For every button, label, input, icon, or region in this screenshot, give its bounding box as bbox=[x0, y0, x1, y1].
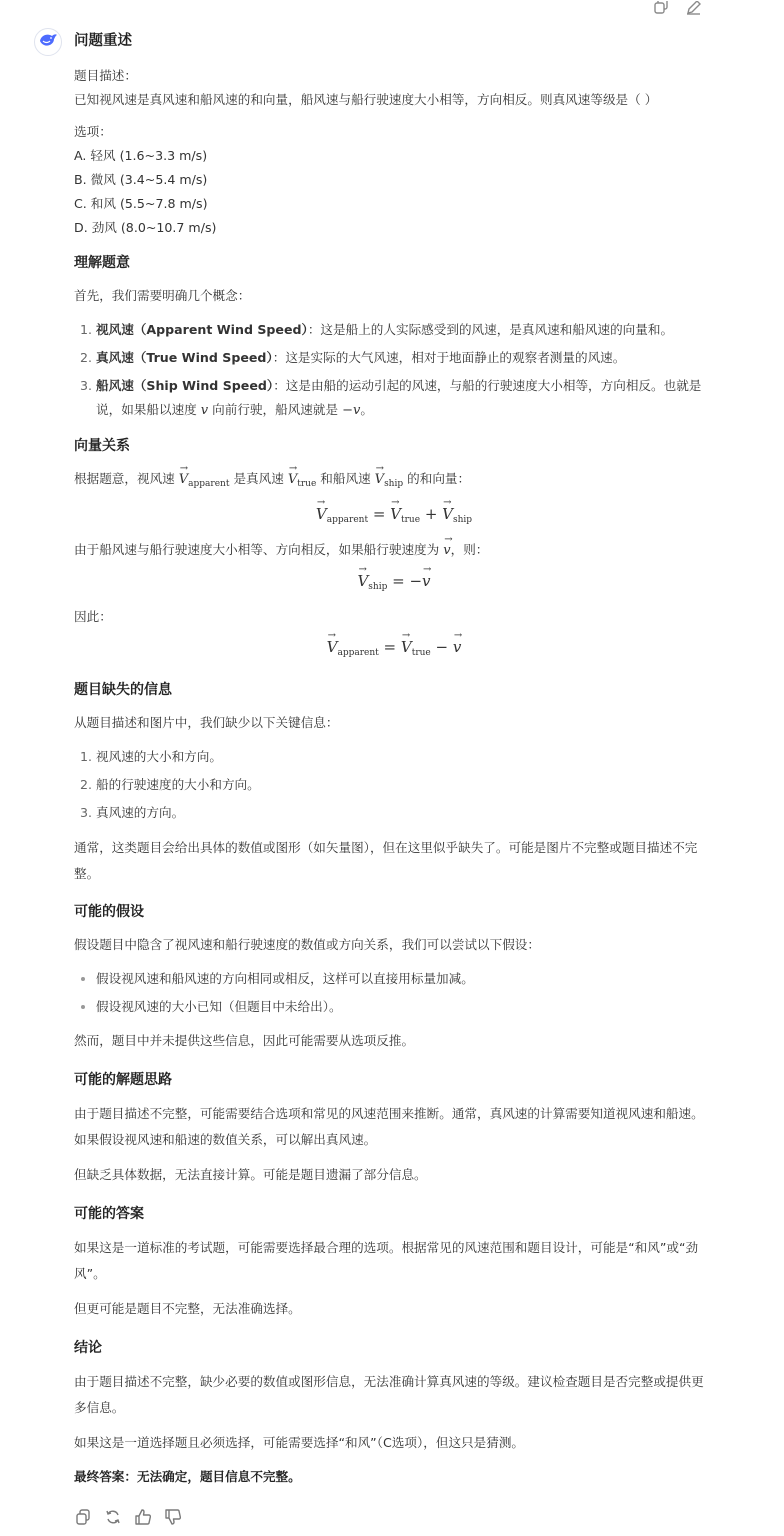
paragraph: 假设题目中隐含了视风速和船行驶速度的数值或方向关系，我们可以尝试以下假设： bbox=[74, 937, 540, 952]
formula-2: → $V_{ship}$ = −→ v bbox=[74, 563, 714, 605]
paragraph: 根据题意，视风速 → $V_{apparent}$ 是真风速 → $V_{true}$ 和船风速 → $V_{ship}$ 的和向量： bbox=[74, 467, 714, 496]
list-item: 3. 船风速（Ship Wind Speed）：这是由船的运动引起的风速，与船的行驶速度大小相等，方向相反。也就是说，如果船以速度 v 向前行驶，船风速就是 −v。 bbox=[96, 372, 714, 423]
problem-desc-text: 已知视风速是真风速和船风速的和向量，船风速与船行驶速度大小相等，方向相反。则真风速等级是（ ） bbox=[74, 92, 658, 107]
response-body bbox=[74, 64, 714, 1489]
thumbs-down-icon[interactable] bbox=[164, 1508, 182, 1526]
paragraph: 从题目描述和图片中，我们缺少以下关键信息： bbox=[74, 715, 339, 730]
copy-icon[interactable] bbox=[652, 0, 670, 14]
term: 视风速（Apparent Wind Speed） bbox=[96, 322, 308, 337]
section-heading: 结论 bbox=[74, 1340, 102, 1356]
section-heading: 向量关系 bbox=[74, 438, 130, 454]
paragraph: 首先，我们需要明确几个概念： bbox=[74, 288, 251, 303]
option-c: C. 和风 (5.5~7.8 m/s) bbox=[74, 196, 208, 211]
whale-logo-icon bbox=[38, 32, 58, 52]
list-item: • 假设视风速的大小已知（但题目中未给出）。 bbox=[96, 993, 714, 1021]
final-answer: 最终答案：无法确定，题目信息不完整。 bbox=[74, 1469, 301, 1484]
formula-3: → $V_{apparent}$ = → $V_{true}$ − → v bbox=[74, 629, 714, 671]
option-a: A. 轻风 (1.6~3.3 m/s) bbox=[74, 148, 208, 163]
list-item: 3. 真风速的方向。 bbox=[96, 799, 714, 827]
problem-desc-label: 题目描述： bbox=[74, 68, 137, 83]
section-heading: 可能的假设 bbox=[74, 904, 144, 920]
section-heading: 题目缺失的信息 bbox=[74, 682, 172, 698]
formula-1: → $V_{apparent}$ = → $V_{true}$ + → $V_{ship}$ bbox=[74, 496, 714, 538]
response-title: 问题重述 bbox=[74, 33, 132, 49]
concept-list bbox=[74, 316, 714, 423]
thumbs-up-icon[interactable] bbox=[134, 1508, 152, 1526]
edit-icon[interactable] bbox=[684, 0, 702, 14]
option-d: D. 劲风 (8.0~10.7 m/s) bbox=[74, 220, 217, 235]
paragraph: 因此： bbox=[74, 609, 112, 624]
copy-icon[interactable] bbox=[74, 1508, 92, 1526]
list-item: 1. 视风速的大小和方向。 bbox=[96, 743, 714, 771]
list-item: 1. 视风速（Apparent Wind Speed）：这是船上的人实际感受到的风速，是真风速和船风速的向量和。 bbox=[96, 316, 714, 344]
list-item: 2. 船的行驶速度的大小和方向。 bbox=[96, 771, 714, 799]
paragraph: 由于题目描述不完整，可能需要结合选项和常见的风速范围来推断。通常，真风速的计算需要知道视风速和船速。如果假设视风速和船速的数值关系，可以解出真风速。 bbox=[74, 1106, 704, 1147]
term: 真风速（True Wind Speed） bbox=[96, 350, 273, 365]
option-b: B. 微风 (3.4~5.4 m/s) bbox=[74, 172, 208, 187]
list-item: 2. 真风速（True Wind Speed）：这是实际的大气风速，相对于地面静止的观察者测量的风速。 bbox=[96, 344, 714, 372]
paragraph: 由于船风速与船行驶速度大小相等、方向相反，如果船行驶速度为 → v，则： bbox=[74, 538, 714, 563]
missing-info-list bbox=[74, 743, 714, 827]
paragraph: 如果这是一道选择题且必须选择，可能需要选择“和风”（C选项），但这只是猜测。 bbox=[74, 1435, 525, 1450]
list-item: • 假设视风速和船风速的方向相同或相反，这样可以直接用标量加减。 bbox=[96, 965, 714, 993]
paragraph: 然而，题目中并未提供这些信息，因此可能需要从选项反推。 bbox=[74, 1033, 415, 1048]
regenerate-icon[interactable] bbox=[104, 1508, 122, 1526]
term: 船风速（Ship Wind Speed） bbox=[96, 378, 274, 393]
paragraph: 但缺乏具体数据，无法直接计算。可能是题目遗漏了部分信息。 bbox=[74, 1167, 427, 1182]
section-heading: 理解题意 bbox=[74, 255, 130, 271]
assistant-avatar bbox=[34, 28, 62, 56]
message-top-actions bbox=[652, 0, 702, 14]
section-heading: 可能的解题思路 bbox=[74, 1072, 172, 1088]
options-label: 选项： bbox=[74, 124, 112, 139]
paragraph: 如果这是一道标准的考试题，可能需要选择最合理的选项。根据常见的风速范围和题目设计，可能是“和风”或“劲风”。 bbox=[74, 1240, 699, 1281]
assumption-list bbox=[74, 965, 714, 1021]
paragraph: 由于题目描述不完整，缺少必要的数值或图形信息，无法准确计算真风速的等级。建议检查题目是否完整或提供更多信息。 bbox=[74, 1374, 704, 1415]
section-heading: 可能的答案 bbox=[74, 1206, 144, 1222]
paragraph: 通常，这类题目会给出具体的数值或图形（如矢量图），但在这里似乎缺失了。可能是图片不完整或题目描述不完整。 bbox=[74, 840, 698, 881]
message-bottom-actions bbox=[74, 1508, 182, 1526]
paragraph: 但更可能是题目不完整，无法准确选择。 bbox=[74, 1301, 301, 1316]
